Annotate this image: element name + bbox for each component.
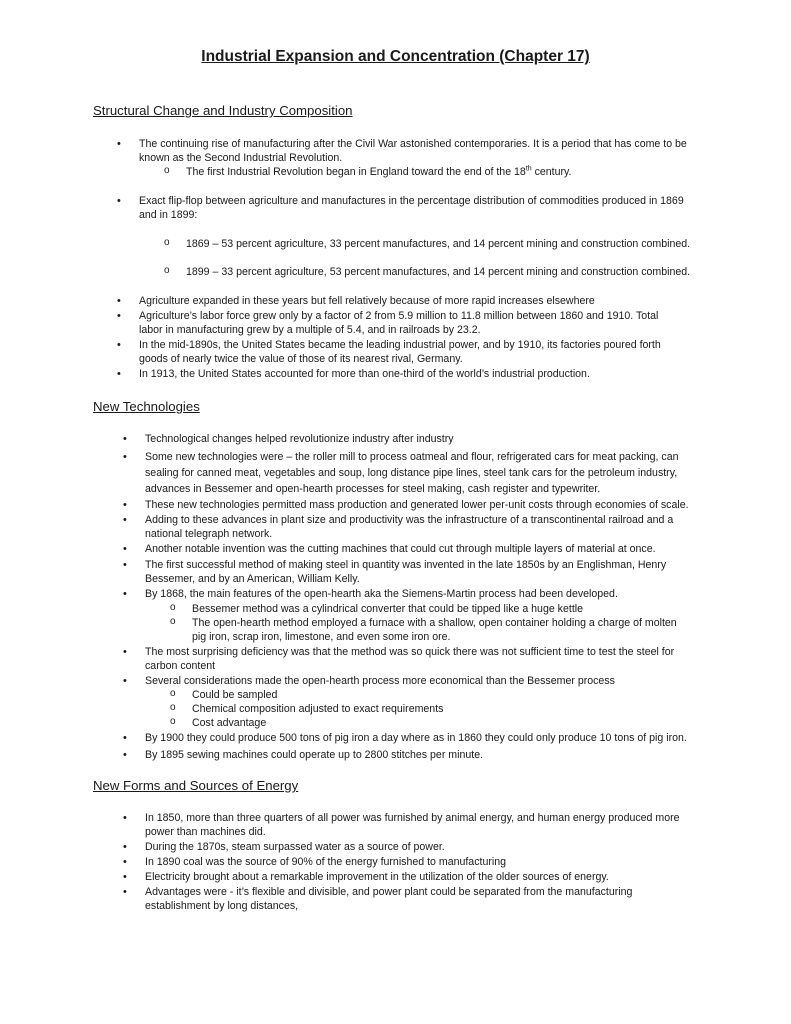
list-item: • In 1913, the United States accounted for more than one-third of the world’s industrial production. bbox=[139, 367, 699, 381]
list-item: • Some new technologies were – the roller mill to process oatmeal and flour, refrigerated cars for meat packing, can sealing for canned meat, vegetables and soup, long distance pipe lines, steel tank cars for the petroleum industry, advances in Bessemer and open-hearth processes for steel making, cash register and typewriter. bbox=[145, 449, 700, 497]
list-item: • Adding to these advances in plant size and productivity was the infrastructure of a transcontinental railroad and a national telegraph network. bbox=[145, 513, 690, 541]
section-heading-structural-change: Structural Change and Industry Composition bbox=[93, 103, 353, 118]
list-item: • Agriculture expanded in these years but fell relatively because of more rapid increases elsewhere bbox=[139, 294, 699, 308]
list-item: • Advantages were - it’s flexible and divisible, and power plant could be separated from the manufacturing establishment by long distances, bbox=[145, 885, 665, 913]
list-item: • Electricity brought about a remarkable improvement in the utilization of the older sources of energy. bbox=[145, 870, 705, 884]
list-item: • In the mid-1890s, the United States became the leading industrial power, and by 1910, its factories poured forth goods of nearly twice the value of those of its nearest rival, Germany. bbox=[139, 338, 684, 366]
sub-list-item: o Bessemer method was a cylindrical converter that could be tipped like a huge kettle bbox=[192, 602, 692, 616]
sub-list-item: o Could be sampled bbox=[192, 688, 692, 702]
list-item: • By 1900 they could produce 500 tons of pig iron a day where as in 1860 they could only produce 10 tons of pig iron. bbox=[145, 731, 705, 745]
sub-list-item: o Chemical composition adjusted to exact requirements bbox=[192, 702, 692, 716]
list-item: • The first successful method of making steel in quantity was invented in the late 1850s by an Englishman, Henry Bessemer, and by an American, William Kelly. bbox=[145, 558, 690, 586]
list-item: • In 1890 coal was the source of 90% of the energy furnished to manufacturing bbox=[145, 855, 705, 869]
section-heading-new-technologies: New Technologies bbox=[93, 399, 200, 414]
list-item: • Several considerations made the open-hearth process more economical than the Bessemer process bbox=[145, 674, 705, 688]
list-item: • In 1850, more than three quarters of all power was furnished by animal energy, and human energy produced more power than machines did. bbox=[145, 811, 695, 839]
page-title: Industrial Expansion and Concentration (Chapter 17) bbox=[201, 48, 590, 65]
list-item: • Exact flip-flop between agriculture and manufactures in the percentage distribution of commodities produced in 1869 and in 1899: bbox=[139, 194, 699, 222]
sub-list-item: o 1899 – 33 percent agriculture, 53 percent manufactures, and 14 percent mining and construction combined. bbox=[186, 265, 706, 279]
list-item: • Technological changes helped revolutionize industry after industry bbox=[145, 432, 705, 446]
list-item: • These new technologies permitted mass production and generated lower per-unit costs through economies of scale. bbox=[145, 498, 705, 512]
sub-list-item: o 1869 – 53 percent agriculture, 33 percent manufactures, and 14 percent mining and construction combined. bbox=[186, 237, 706, 251]
list-item: • By 1868, the main features of the open-hearth aka the Siemens-Martin process had been developed. bbox=[145, 587, 705, 601]
list-item: • The most surprising deficiency was that the method was so quick there was not sufficient time to test the steel for carbon content bbox=[145, 645, 690, 673]
list-item: • By 1895 sewing machines could operate up to 2800 stitches per minute. bbox=[145, 748, 705, 762]
sub-list-item: o Cost advantage bbox=[192, 716, 692, 730]
sub-list-item bbox=[186, 165, 706, 179]
list-item: • Agriculture’s labor force grew only by a factor of 2 from 5.9 million to 11.8 million between 1860 and 1910. Total labor in manufacturing grew by a multiple of 5.4, and in railroads by 23.2. bbox=[139, 309, 684, 337]
sub-list-item: o The open-hearth method employed a furnace with a shallow, open container holding a charge of molten pig iron, scrap iron, limestone, and even some iron ore. bbox=[192, 616, 692, 644]
list-item: • During the 1870s, steam surpassed water as a source of power. bbox=[145, 840, 705, 854]
list-item: • Another notable invention was the cutting machines that could cut through multiple layers of material at once. bbox=[145, 542, 705, 556]
section-heading-energy: New Forms and Sources of Energy bbox=[93, 778, 299, 793]
list-item: • The continuing rise of manufacturing after the Civil War astonished contemporaries. It is a period that has come to be known as the Second Industrial Revolution. bbox=[139, 137, 699, 165]
sub-list-item-text: The first Industrial Revolution began in England toward the end of the 18th century. bbox=[186, 165, 572, 178]
